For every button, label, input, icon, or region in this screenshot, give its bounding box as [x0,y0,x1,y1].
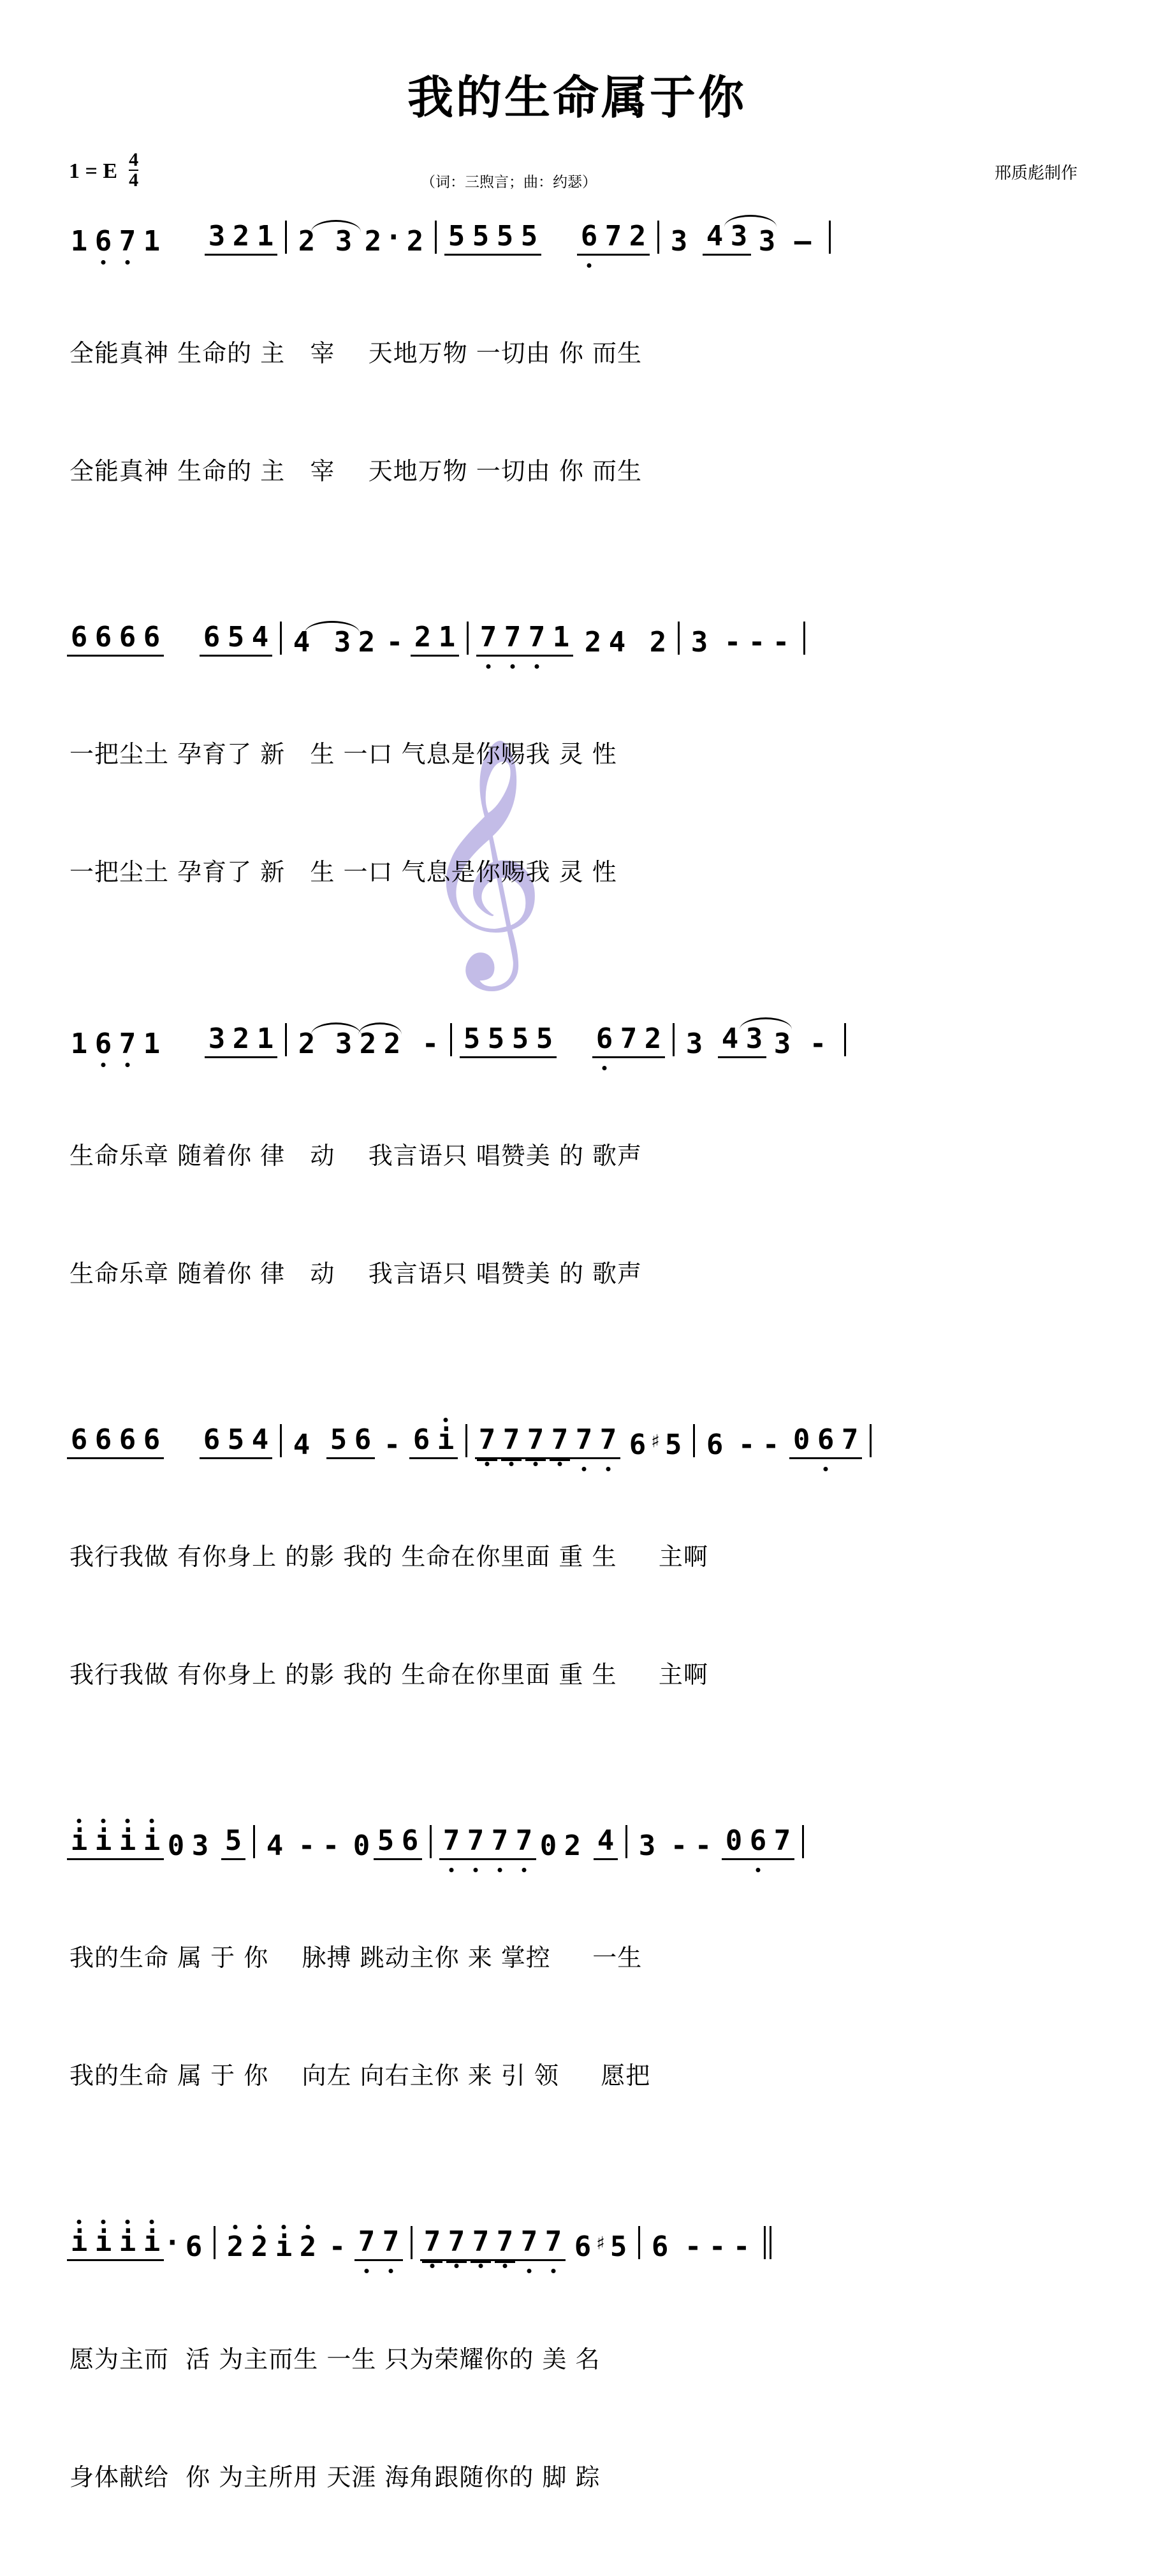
lyrics-block [67,1058,1093,1372]
system-1 [0,210,1154,570]
system-5 [0,1814,1154,2174]
system-2 [0,611,1154,980]
treble-clef-icon: 𝄞 [421,735,546,980]
notation-row: 1 6 7 1 3 2 1 2 3 2 · 2 5 5 5 5 6 7 2 3 4 3 3 – [67,210,1093,256]
key-signature [69,149,139,191]
lyrics-line-2: 身体献给 你 为主所用 天涯 海角跟随你的 脚 踪 [69,2463,601,2491]
notation-row: 1 6 7 1 3 2 1 2 3 2 2 - 5 5 5 5 6 7 2 3 4 3 3 - [67,1012,1093,1058]
system-6 [0,2215,1154,2575]
lyrics-line-2: 生命乐章 随着你 律 动 我言语只 唱赞美 的 歌声 [69,1259,642,1288]
maker-credit: 邢质彪制作 [994,164,1077,183]
lyrics-block [67,256,1093,570]
lyrics-line-1: 生命乐章 随着你 律 动 我言语只 唱赞美 的 歌声 [69,1141,642,1170]
key-signature-label: 1 = E [69,159,118,183]
sheet-music-page [0,61,1154,2491]
credits-line: （词：三煦言；曲：约瑟） [421,174,597,191]
header-meta [0,146,1154,203]
time-signature [129,151,138,189]
system-3 [0,1012,1154,1372]
lyrics-line-1: 全能真神 生命的 主 宰 天地万物 一切由 你 而生 [69,339,642,368]
lyrics-line-2: 我行我做 有你身上 的影 我的 生命在你里面 重 生 主啊 [69,1661,708,1689]
lyrics-line-1: 一把尘土 孕育了 新 生 一口 气息是你赐我 灵 性 [69,740,617,769]
lyrics-line-2: 全能真神 生命的 主 宰 天地万物 一切由 你 而生 [69,457,642,486]
system-4 [0,1413,1154,1773]
notation-row: i i i i 0 3 5 4 - - 0 5 6 7 7 7 7 0 2 4 3 - - 0 6 7 [67,1814,1093,1860]
music-systems [0,210,1154,2576]
lyrics-line-1: 我行我做 有你身上 的影 我的 生命在你里面 重 生 主啊 [69,1542,708,1571]
lyrics-line-1: 我的生命 属 于 你 脉搏 跳动主你 来 掌控 一生 [69,1944,643,1972]
notation-row: 6 6 6 6 6 5 4 4 5 6 - 6 i 7 7 7 7 7 7 6 ♯ 5 6 - - 0 6 7 [67,1413,1093,1459]
lyrics-block [67,657,1093,980]
lyrics-block [67,1459,1093,1773]
notation-row: 6 6 6 6 6 5 4 4 3 2 - 2 1 7 7 7 1 2 4 2 3 - - - [67,611,1093,657]
page-title: 我的生命属于你 [407,71,747,124]
lyrics-line-2: 一把尘土 孕育了 新 生 一口 气息是你赐我 灵 性 [69,858,617,887]
lyrics-line-1: 愿为主而 活 为主而生 一生 只为荣耀你的 美 名 [69,2345,601,2373]
time-signature-denominator: 4 [129,169,139,191]
lyrics-line-2: 我的生命 属 于 你 向左 向右主你 来 引 领 愿把 [69,2062,651,2090]
time-signature-numerator: 4 [129,149,139,170]
lyrics-block [67,2261,1093,2575]
notation-row: i i i i · 6 2 2 i 2 - 7 7 7 7 7 7 7 7 6 ♯ 5 6 - - - [67,2215,1093,2261]
lyrics-block [67,1860,1093,2174]
